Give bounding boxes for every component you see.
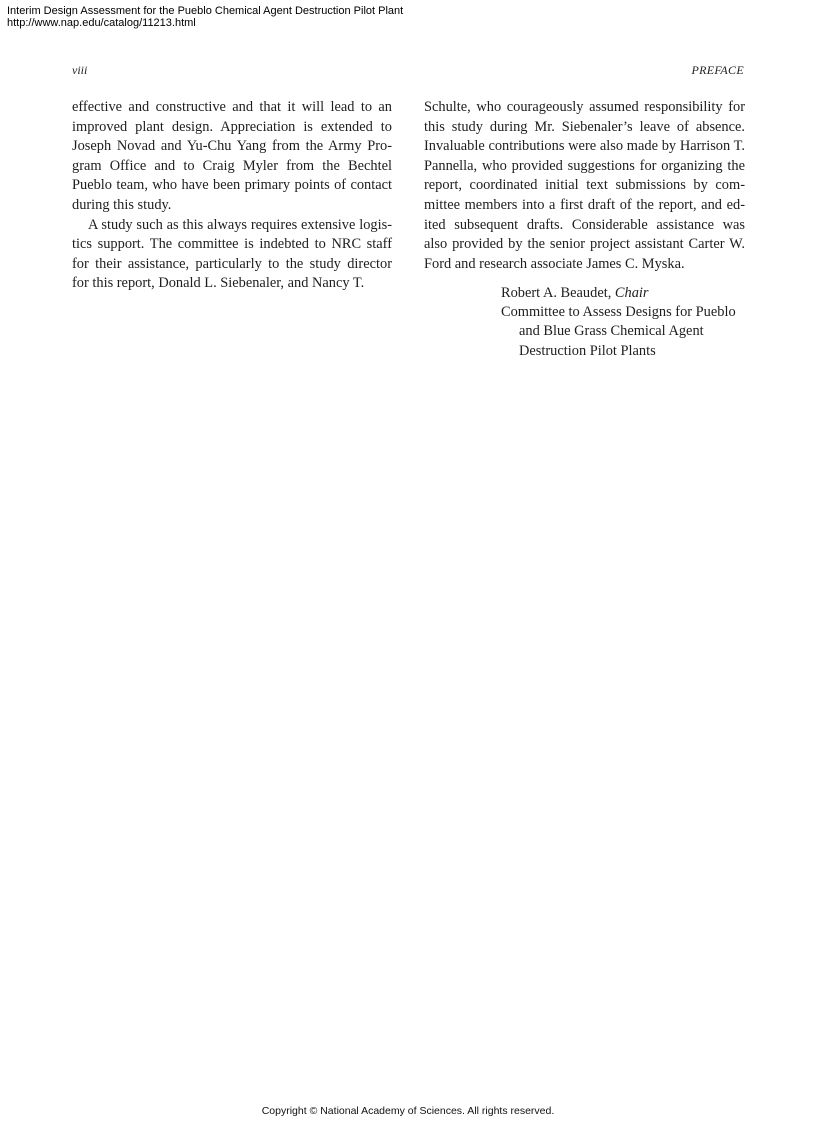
committee-name-line: Destruction Pilot Plants: [519, 342, 656, 359]
committee-name-line: and Blue Grass Chemical Agent: [519, 323, 704, 340]
right-column: [424, 98, 745, 274]
paragraph: effective and constructive and that it will lead to an improved plant design. Appreciation is extended to Joseph Novad and Yu-Chu Yang from the Army Program Office and to Craig Myler from the Bechtel Pueblo team, who have been primary points of contact during this study.: [72, 99, 392, 213]
signatory-name: Robert A. Beaudet,: [501, 285, 615, 301]
document-header: [7, 5, 403, 29]
signatory-role: Chair: [614, 285, 649, 301]
signatory: [501, 284, 751, 303]
document-url[interactable]: http://www.nap.edu/catalog/11213.html: [7, 17, 196, 29]
signature-block: [501, 284, 751, 361]
paragraph: Schulte, who courageously assumed responsibility for this study during Mr. Siebenaler’s leave of absence. Invaluable contributions were also made by Harrison T. Pannella, who provided suggestions for organizing the report, coordinated initial text submissions by committee members into a first draft of the report, and edited subsequent drafts. Considerable assistance was also provided by the senior project assistant Carter W. Ford and research associate James C. Myska.: [424, 99, 745, 272]
section-name: PREFACE: [691, 63, 744, 77]
committee-name-line: Committee to Assess Designs for Pueblo: [501, 304, 736, 321]
copyright-footer: Copyright © National Academy of Sciences. All rights reserved.: [261, 1105, 555, 1117]
page-number: viii: [72, 63, 88, 77]
running-head: [72, 63, 744, 79]
left-column: [72, 98, 392, 294]
paragraph: A study such as this always requires extensive logistics support. The committee is indebted to NRC staff for their assistance, particularly to the study director for this report, Donald L. Siebenaler, and Nancy T.: [72, 216, 392, 292]
document-title: Interim Design Assessment for the Pueblo Chemical Agent Destruction Pilot Plant: [7, 5, 404, 17]
